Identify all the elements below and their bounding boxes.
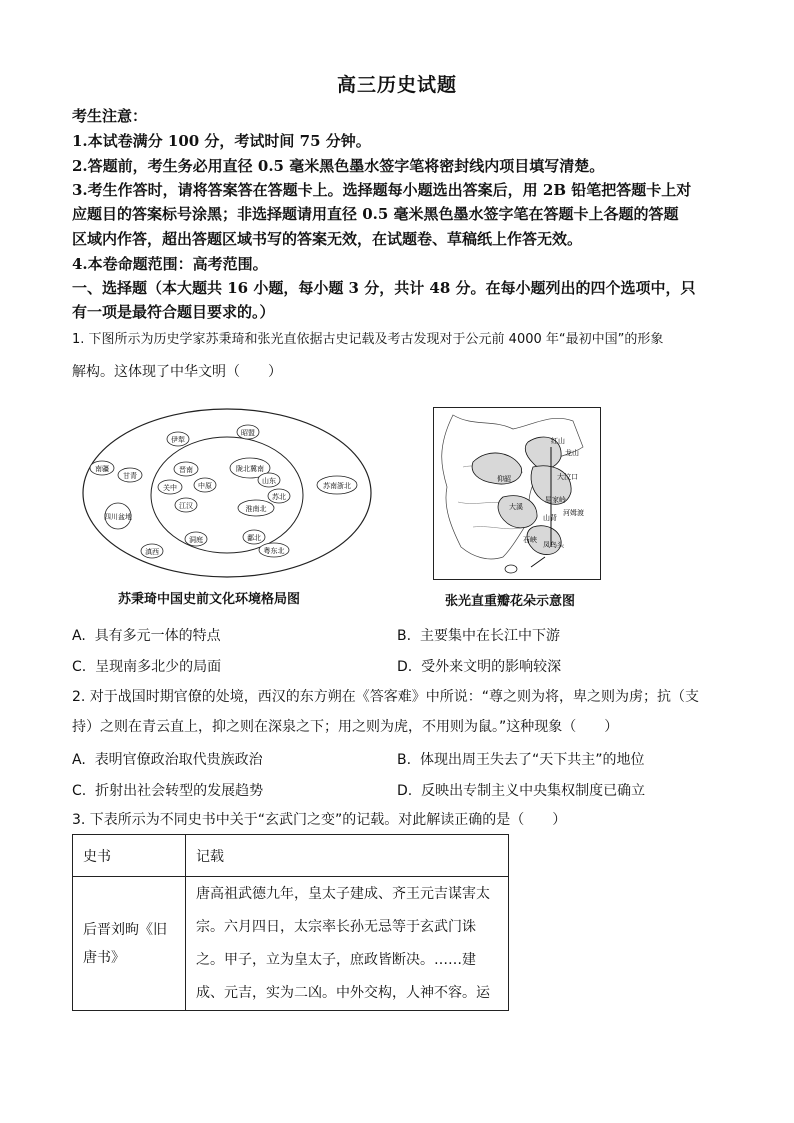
option-label: D. (397, 783, 413, 799)
option-text: 呈现南多北少的局面 (95, 659, 222, 675)
node-shandong: 山东 (262, 477, 276, 485)
record-line: 之。甲子，立为皇太子，庶政皆断决。……建 (196, 951, 476, 968)
q1-option-d[interactable] (397, 656, 561, 676)
node-dongting: 洞庭 (189, 536, 203, 544)
table-cell-record (186, 877, 509, 1011)
question-3-stem: 3. 下表所示为不同史书中关于“玄武门之变”的记载。对此解读正确的是（ ） (72, 812, 567, 828)
q2-option-c[interactable] (72, 780, 263, 800)
question-2-stem: 2. 对于战国时期官僚的处境，西汉的东方朔在《答客难》中所说：“尊之则为将，卑之则为虏；抗（支 (72, 689, 700, 705)
option-text: 主要集中在长江中下游 (419, 628, 560, 644)
record-line: 成、元吉，实为二凶。中外交构，人神不容。运 (196, 984, 490, 1001)
question-1-stem: 1. 下图所示为历史学家苏秉琦和张光直依据古史记载及考古发现对于公元前 4000 年“最初中国”的形象 (72, 332, 664, 347)
label-qujialing: 屈家岭 (545, 496, 566, 504)
node-subei: 苏北 (272, 493, 286, 501)
record-line: 唐高祖武德九年，皇太子建成、齐王元吉谋害太 (196, 885, 490, 902)
table-header-record: 记载 (186, 835, 509, 877)
q1-option-b[interactable] (397, 625, 560, 645)
option-label: C. (72, 783, 87, 799)
node-longbei: 陇北冀南 (236, 465, 264, 473)
node-guanzhong: 关中 (163, 484, 177, 492)
figure-right-caption: 张光直重瓣花朵示意图 (445, 594, 576, 609)
node-yuedongbei: 粤东北 (263, 547, 285, 555)
option-text: 体现出周王失去了“天下共主”的地位 (419, 752, 645, 768)
node-ganqing: 甘青 (123, 472, 137, 480)
node-dianxi: 滇西 (145, 548, 159, 556)
node-jianghan: 江汉 (179, 502, 193, 510)
section-heading: 一、选择题（本大题共 16 小题，每小题 3 分，共计 48 分。在每小题列出的四个选项中，只 (72, 279, 696, 297)
notice-item-1: 1.本试卷满分 100 分，考试时间 75 分钟。 (72, 132, 371, 150)
q2-option-d[interactable] (397, 780, 645, 800)
option-text: 受外来文明的影响较深 (421, 659, 562, 675)
book-line: 唐书》 (83, 949, 125, 966)
option-text: 折射出社会转型的发展趋势 (95, 783, 264, 799)
label-shanbei: 山背 (543, 514, 557, 522)
table-header-book: 史书 (73, 835, 186, 877)
section-heading-cont: 有一项是最符合题目要求的。） (72, 303, 275, 321)
history-records-table (72, 834, 509, 1011)
page-title: 高三历史试题 (336, 74, 457, 96)
node-sunan-zhebei: 苏南浙北 (323, 482, 351, 490)
notice-heading: 考生注意： (72, 107, 148, 125)
node-huaibei: 淮南北 (245, 505, 267, 513)
notice-item-3: 3.考生作答时，请将答案答在答题卡上。选择题每小题选出答案后，用 2B 铅笔把答题卡上对 (72, 181, 692, 199)
label-longshan: 龙山 (565, 449, 579, 457)
option-text: 反映出专制主义中央集权制度已确立 (421, 783, 646, 799)
book-line: 后晋刘昫《旧 (83, 921, 167, 938)
label-dawenkou: 大汶口 (557, 473, 578, 481)
node-yili: 伊犁 (171, 436, 185, 444)
label-yangshao: 仰韶 (497, 475, 511, 483)
table-cell-book (73, 877, 186, 1011)
option-label: C. (72, 659, 87, 675)
option-label: A. (72, 628, 86, 644)
option-text: 表明官僚政治取代贵族政治 (94, 752, 263, 768)
node-poyang: 鄱北 (247, 534, 261, 542)
q2-option-b[interactable] (397, 749, 644, 769)
node-nanjiang: 南疆 (95, 465, 109, 473)
option-label: D. (397, 659, 413, 675)
question-1-stem-cont: 解构。这体现了中华文明（ ） (72, 364, 282, 380)
question-2-stem-cont: 持）之则在青云直上，抑之则在深泉之下；用之则为虎，不用则为鼠。”这种现象（ ） (72, 719, 619, 735)
q1-option-a[interactable] (72, 625, 221, 645)
figure-left-caption: 苏秉琦中国史前文化环境格局图 (118, 592, 301, 607)
label-hemudu: 河姆渡 (563, 509, 584, 517)
label-shixia: 石峡 (523, 536, 537, 544)
node-jinnan: 晋南 (179, 466, 193, 474)
notice-item-3-cont2: 区域内作答，超出答题区域书写的答案无效，在试题卷、草稿纸上作答无效。 (72, 230, 583, 248)
notice-item-3-cont: 应题目的答案标号涂黑；非选择题请用直径 0.5 毫米黑色墨水签字笔在答题卡上各题的答题 (72, 205, 679, 223)
notice-item-4: 4.本卷命题范围：高考范围。 (72, 255, 268, 273)
option-label: B. (397, 752, 412, 768)
node-zhaomeng: 昭盟 (241, 429, 255, 437)
su-bingqi-pattern-figure (80, 405, 375, 580)
label-fenghuang: 凤鸟头 (543, 541, 564, 549)
zhang-guangzhi-petal-map (433, 407, 601, 580)
node-zhongyuan: 中原 (198, 482, 212, 490)
q1-option-c[interactable] (72, 656, 221, 676)
node-sichuan: 四川盆地 (104, 513, 132, 521)
option-label: A. (72, 752, 86, 768)
notice-item-2: 2.答题前，考生务必用直径 0.5 毫米黑色墨水签字笔将密封线内项目填写清楚。 (72, 157, 605, 175)
record-line: 宗。六月四日，太宗率长孙无忌等于玄武门诛 (196, 918, 476, 935)
option-label: B. (397, 628, 412, 644)
q2-option-a[interactable] (72, 749, 263, 769)
label-hongshan: 红山 (551, 437, 565, 445)
label-dashi: 大溪 (509, 503, 523, 511)
option-text: 具有多元一体的特点 (94, 628, 221, 644)
